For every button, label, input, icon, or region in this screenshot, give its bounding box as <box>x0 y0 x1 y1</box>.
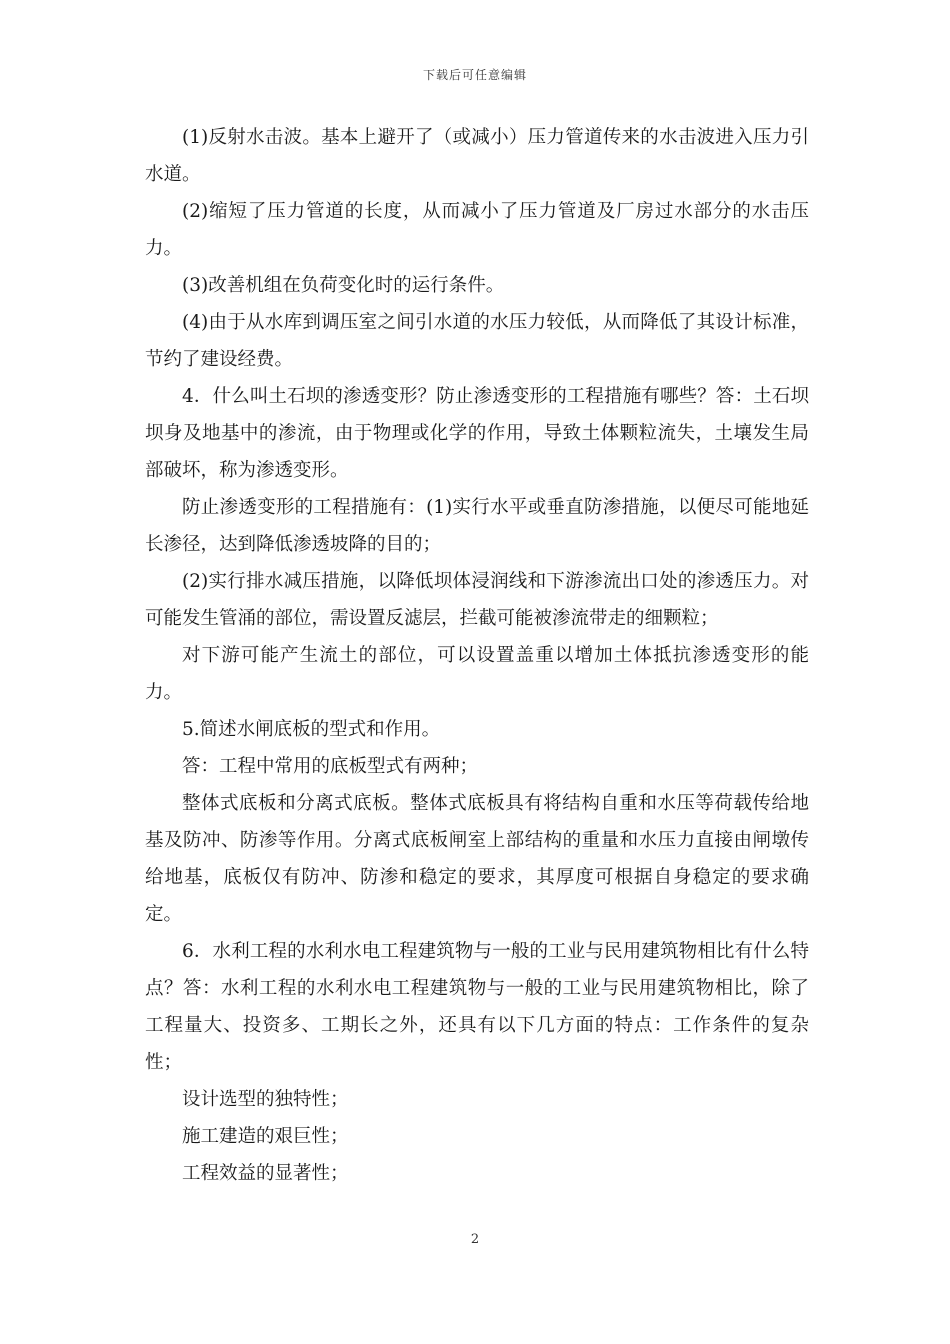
paragraph: (1)反射水击波。基本上避开了（或减小）压力管道传来的水击波进入压力引水道。 <box>145 127 809 185</box>
paragraph: (2)实行排水减压措施，以降低坝体浸润线和下游渗流出口处的渗透压力。对可能发生管涌的部位，需设置反滤层，拦截可能被渗流带走的细颗粒； <box>145 571 809 629</box>
paragraph: 5.简述水闸底板的型式和作用。 <box>182 719 441 740</box>
paragraph: 对下游可能产生流土的部位，可以设置盖重以增加土体抵抗渗透变形的能力。 <box>145 645 809 703</box>
paragraph: (2)缩短了压力管道的长度，从而减小了压力管道及厂房过水部分的水击压力。 <box>145 201 809 259</box>
page-header: 下载后可任意编辑 <box>422 68 527 82</box>
document-body <box>145 119 809 1192</box>
paragraph: 6．水利工程的水利水电工程建筑物与一般的工业与民用建筑物相比有什么特点？答：水利工程的水利水电工程建筑物与一般的工业与民用建筑物相比，除了工程量大、投资多、工期长之外，还具有以下几方面的特点：工作条件的复杂性； <box>145 941 809 1073</box>
paragraph: (3)改善机组在负荷变化时的运行条件。 <box>182 275 505 296</box>
paragraph: 答：工程中常用的底板型式有两种； <box>182 756 479 777</box>
page-number: 2 <box>470 1232 480 1247</box>
paragraph: 整体式底板和分离式底板。整体式底板具有将结构自重和水压等荷载传给地基及防冲、防渗等作用。分离式底板闸室上部结构的重量和水压力直接由闸墩传给地基，底板仅有防冲、防渗和稳定的要求，其厚度可根据自身稳定的要求确定。 <box>145 793 809 925</box>
paragraph: (4)由于从水库到调压室之间引水道的水压力较低，从而降低了其设计标准，节约了建设经费。 <box>145 312 809 370</box>
paragraph: 工程效益的显著性； <box>182 1163 349 1184</box>
paragraph: 4．什么叫土石坝的渗透变形？防止渗透变形的工程措施有哪些？答：土石坝坝身及地基中的渗流，由于物理或化学的作用，导致土体颗粒流失，土壤发生局部破坏，称为渗透变形。 <box>145 386 809 481</box>
paragraph: 防止渗透变形的工程措施有：(1)实行水平或垂直防渗措施，以便尽可能地延长渗径，达到降低渗透坡降的目的； <box>145 497 809 555</box>
paragraph: 施工建造的艰巨性； <box>182 1126 349 1147</box>
paragraph: 设计选型的独特性； <box>182 1089 349 1110</box>
